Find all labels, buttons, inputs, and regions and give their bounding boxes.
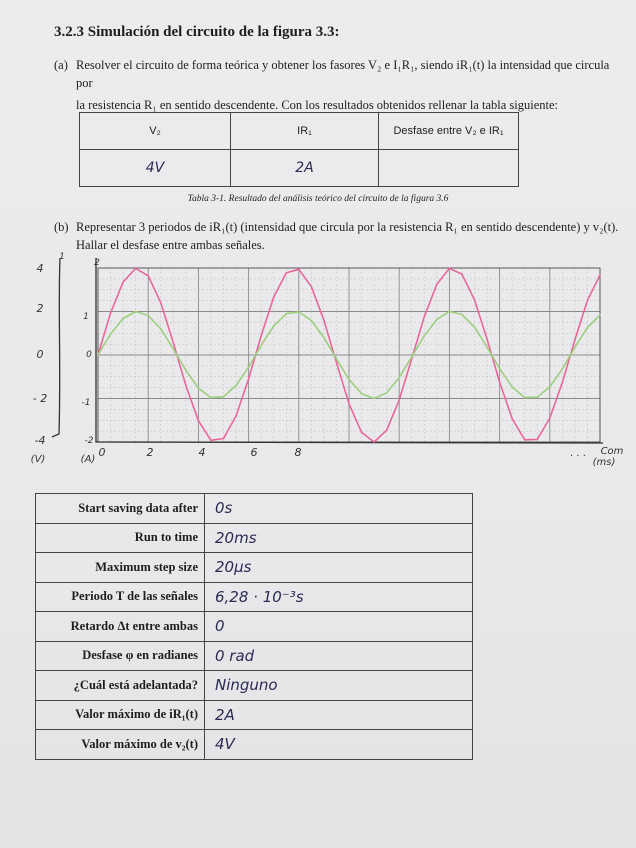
row-value: 20ms — [205, 523, 473, 553]
x-unit-bottom: (ms) — [592, 457, 616, 468]
header-phase: Desfase entre V₂ e IR₁ — [379, 113, 519, 150]
data-point — [411, 356, 413, 358]
x-tick-label: 4 — [198, 446, 206, 459]
data-point — [386, 392, 388, 394]
data-point — [524, 397, 526, 399]
data-point — [436, 319, 438, 321]
data-point — [587, 327, 589, 329]
data-point — [110, 312, 112, 314]
data-point — [185, 369, 187, 371]
data-point — [160, 302, 162, 304]
data-point — [562, 368, 564, 370]
data-point — [260, 335, 262, 337]
row-label: Start saving data after — [36, 494, 205, 524]
x-axis-ellipsis: . . . — [570, 448, 586, 459]
data-point — [599, 274, 601, 276]
data-point — [587, 299, 589, 301]
data-point — [574, 346, 576, 348]
part-a-text — [54, 56, 616, 114]
row-label: Valor máximo de v₂(t) — [36, 730, 205, 760]
data-point — [511, 418, 513, 420]
data-point — [147, 275, 149, 277]
data-point — [210, 397, 212, 399]
data-point — [536, 396, 538, 398]
data-point — [499, 381, 501, 383]
row-label: Valor máximo de iR₁(t) — [36, 700, 205, 730]
part-a-line1: Resolver el circuito de forma teórica y obtener los fasores V₂ e I₁R₁, siendo iR₁(t) la intensidad que circula por — [76, 58, 610, 90]
x-tick-label: 8 — [294, 446, 302, 459]
data-point — [424, 316, 426, 318]
data-point — [298, 269, 300, 271]
x-tick-label: 0 — [98, 446, 106, 459]
simulation-table — [35, 493, 473, 760]
data-point — [173, 348, 175, 350]
data-point — [361, 432, 363, 434]
row-label: ¿Cuál está adelantada? — [36, 671, 205, 701]
data-point — [198, 420, 200, 422]
data-point — [210, 439, 212, 441]
data-point — [285, 313, 287, 315]
x-tick-label: 6 — [250, 446, 258, 459]
data-point — [361, 393, 363, 395]
v-tick-label: -4 — [34, 434, 46, 447]
value-phase — [379, 150, 519, 187]
data-point — [499, 368, 501, 370]
row-label: Maximum step size — [36, 553, 205, 583]
a-tick-label: 1 — [59, 252, 65, 262]
chart-svg — [0, 246, 636, 476]
a-tick-label: 1 — [83, 312, 89, 322]
v-tick-label: 4 — [36, 262, 44, 275]
data-point — [336, 362, 338, 364]
x-unit-top: Com — [600, 446, 624, 457]
theory-table — [79, 112, 519, 187]
row-label: Periodo T de las señales — [36, 582, 205, 612]
data-point — [373, 441, 375, 443]
data-point — [599, 314, 601, 316]
header-ir1: IR₁ — [231, 113, 379, 150]
data-point — [285, 272, 287, 274]
row-value: Ninguno — [205, 671, 473, 701]
v-tick-label: 0 — [36, 348, 44, 361]
row-value: 2A — [205, 700, 473, 730]
v-tick-label: 2 — [36, 302, 44, 315]
data-point — [160, 328, 162, 330]
data-point — [348, 403, 350, 405]
row-value: 0s — [205, 494, 473, 524]
voltage-axis — [52, 258, 60, 437]
part-b-label: (b) — [54, 220, 69, 234]
a-tick-label: -1 — [81, 398, 91, 408]
data-point — [511, 386, 513, 388]
a-tick-label: 2 — [94, 258, 100, 268]
data-point — [348, 379, 350, 381]
header-v2: V₂ — [80, 113, 231, 150]
row-value: 4V — [205, 730, 473, 760]
v-tick-label: - 2 — [32, 392, 48, 405]
data-point — [223, 438, 225, 440]
part-a-line2: la resistencia R₁ en sentido descendente. Con los resultados obtenidos rellenar la tabla siguiente: — [76, 98, 559, 112]
table-row — [36, 641, 473, 671]
row-label: Desfase φ en radianes — [36, 641, 205, 671]
signal-chart — [0, 246, 636, 476]
data-point — [373, 398, 375, 400]
data-point — [235, 415, 237, 417]
data-point — [436, 283, 438, 285]
data-point — [424, 335, 426, 337]
data-point — [449, 268, 451, 270]
data-point — [311, 320, 313, 322]
row-value: 20μs — [205, 553, 473, 583]
data-point — [474, 326, 476, 328]
current-axis — [96, 258, 603, 443]
data-point — [336, 358, 338, 360]
data-point — [486, 346, 488, 348]
v-unit-label: (V) — [30, 454, 46, 465]
data-point — [549, 386, 551, 388]
data-point — [536, 439, 538, 441]
row-value: 0 rad — [205, 641, 473, 671]
data-point — [185, 385, 187, 387]
data-point — [147, 315, 149, 317]
data-point — [135, 268, 137, 270]
data-point — [248, 366, 250, 368]
data-point — [323, 337, 325, 339]
table-row — [36, 523, 473, 553]
data-point — [248, 378, 250, 380]
data-point — [461, 273, 463, 275]
data-point — [549, 417, 551, 419]
data-point — [524, 439, 526, 441]
data-point — [323, 319, 325, 321]
table-row — [36, 700, 473, 730]
data-point — [449, 311, 451, 313]
part-a-label: (a) — [54, 58, 68, 72]
data-point — [474, 299, 476, 301]
a-tick-label: -2 — [84, 436, 94, 446]
data-point — [110, 333, 112, 335]
table-row — [36, 494, 473, 524]
table-row — [36, 730, 473, 760]
data-point — [398, 399, 400, 401]
data-point — [260, 345, 262, 347]
data-point — [273, 325, 275, 327]
value-ir1: 2A — [231, 150, 379, 187]
table-row — [36, 671, 473, 701]
row-value: 6,28 · 10⁻³s — [205, 582, 473, 612]
data-point — [122, 318, 124, 320]
a-unit-label: (A) — [80, 454, 96, 465]
row-label: Retardo Δt entre ambas — [36, 612, 205, 642]
part-b-line1: Representar 3 periodos de iR₁(t) (intensidad que circula por la resistencia R₁ en sentido descendente) y v₂(t). — [76, 220, 619, 234]
table-caption: Tabla 3-1. Resultado del análisis teórico del circuito de la figura 3.6 — [187, 194, 449, 204]
table-row — [36, 612, 473, 642]
table-row — [36, 582, 473, 612]
data-point — [311, 286, 313, 288]
value-v2: 4V — [80, 150, 231, 187]
data-point — [173, 342, 175, 344]
row-label: Run to time — [36, 523, 205, 553]
data-point — [386, 429, 388, 431]
data-point — [122, 281, 124, 283]
x-tick-label: 2 — [146, 446, 154, 459]
data-point — [298, 311, 300, 313]
data-point — [273, 296, 275, 298]
part-b-line2: Hallar el desfase entre ambas señales. — [76, 238, 265, 252]
data-point — [486, 339, 488, 341]
data-point — [235, 385, 237, 387]
data-point — [574, 339, 576, 341]
data-point — [461, 314, 463, 316]
row-value: 0 — [205, 612, 473, 642]
data-point — [223, 396, 225, 398]
table-row — [36, 553, 473, 583]
section-title: 3.2.3 Simulación del circuito de la figura 3.3: — [54, 24, 340, 40]
data-point — [198, 387, 200, 389]
a-tick-label: 0 — [86, 350, 92, 360]
data-point — [97, 354, 99, 356]
data-point — [562, 382, 564, 384]
data-point — [398, 377, 400, 379]
data-point — [135, 311, 137, 313]
